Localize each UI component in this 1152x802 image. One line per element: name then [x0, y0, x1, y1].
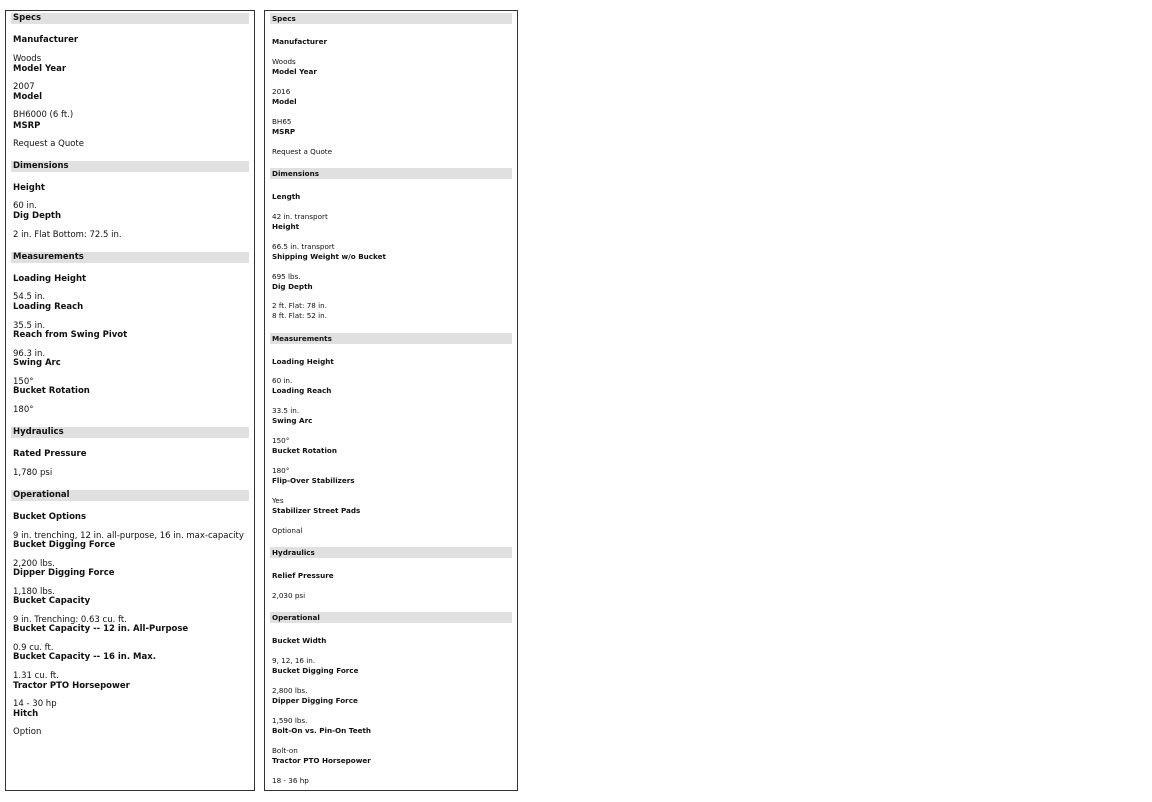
- spec-label-loading-reach: Loading Reach: [272, 386, 332, 395]
- spec-value-loading-reach: 35.5 in.: [13, 321, 46, 331]
- spec-label-hitch: Hitch: [13, 709, 39, 719]
- section-header-operational: Operational: [270, 612, 512, 623]
- spec-value-bucket-width: 9, 12, 16 in.: [272, 656, 316, 665]
- spec-value-dig-depth-2ft: 2 ft. Flat: 78 in.: [272, 301, 327, 310]
- section-header-operational: Operational: [11, 490, 249, 501]
- spec-value-street-pads: Optional: [272, 526, 303, 535]
- section-header-measurements: Measurements: [270, 333, 512, 344]
- spec-value-bucket-capacity-12: 0.9 cu. ft.: [13, 643, 54, 653]
- spec-label-bucket-options: Bucket Options: [13, 512, 87, 522]
- spec-label-street-pads: Stabilizer Street Pads: [272, 506, 361, 515]
- spec-value-relief-pressure: 2,030 psi: [272, 591, 306, 600]
- spec-value-bucket-rotation: 180°: [13, 405, 34, 415]
- spec-value-bucket-digging-force: 2,800 lbs.: [272, 686, 308, 695]
- spec-label-height: Height: [272, 222, 300, 231]
- spec-value-shipping-weight: 695 lbs.: [272, 272, 301, 281]
- spec-value-bucket-digging-force: 2,200 lbs.: [13, 559, 55, 569]
- spec-value-msrp: Request a Quote: [13, 139, 84, 149]
- spec-label-bucket-digging-force: Bucket Digging Force: [272, 666, 359, 675]
- spec-value-height: 60 in.: [13, 201, 37, 211]
- spec-label-dipper-digging-force: Dipper Digging Force: [272, 696, 358, 705]
- spec-value-teeth: Bolt-on: [272, 746, 298, 755]
- spec-value-bucket-options: 9 in. trenching, 12 in. all-purpose, 16 in. max-capacity: [13, 531, 244, 541]
- spec-value-manufacturer: Woods: [13, 54, 42, 64]
- spec-label-height: Height: [13, 183, 45, 193]
- spec-label-msrp: MSRP: [13, 121, 41, 131]
- spec-label-bucket-capacity: Bucket Capacity: [13, 596, 91, 606]
- spec-label-dig-depth: Dig Depth: [13, 211, 62, 221]
- spec-table-bh6000: [5, 10, 255, 791]
- section-header-dimensions: Dimensions: [11, 161, 249, 172]
- spec-label-dipper-digging-force: Dipper Digging Force: [13, 568, 115, 578]
- spec-value-bucket-rotation: 180°: [272, 466, 290, 475]
- section-header-specs: Specs: [11, 13, 249, 24]
- spec-value-loading-height: 60 in.: [272, 376, 293, 385]
- spec-value-dipper-digging-force: 1,180 lbs.: [13, 587, 55, 597]
- spec-label-length: Length: [272, 192, 301, 201]
- section-header-measurements: Measurements: [11, 252, 249, 263]
- spec-label-loading-height: Loading Height: [13, 274, 87, 284]
- spec-value-model: BH6000 (6 ft.): [13, 110, 74, 120]
- spec-value-length: 42 in. transport: [272, 212, 328, 221]
- spec-label-swing-arc: Swing Arc: [13, 358, 61, 368]
- spec-value-dig-depth-8ft: 8 ft. Flat: 52 in.: [272, 311, 327, 320]
- spec-value-bucket-capacity-16: 1.31 cu. ft.: [13, 671, 59, 681]
- spec-value-rated-pressure: 1,780 psi: [13, 468, 53, 478]
- spec-value-flip-over-stabilizers: Yes: [272, 496, 284, 505]
- spec-label-bucket-width: Bucket Width: [272, 636, 327, 645]
- spec-label-bucket-capacity-16: Bucket Capacity -- 16 in. Max.: [13, 652, 156, 662]
- spec-label-bucket-digging-force: Bucket Digging Force: [13, 540, 116, 550]
- spec-label-shipping-weight: Shipping Weight w/o Bucket: [272, 252, 386, 261]
- spec-table-bh65: [264, 10, 518, 791]
- spec-value-tractor-pto: 18 - 36 hp: [272, 776, 309, 785]
- spec-label-msrp: MSRP: [272, 127, 296, 136]
- spec-label-manufacturer: Manufacturer: [272, 37, 327, 46]
- spec-value-loading-reach: 33.5 in.: [272, 406, 300, 415]
- spec-value-msrp: Request a Quote: [272, 147, 333, 156]
- spec-value-bucket-capacity: 9 in. Trenching: 0.63 cu. ft.: [13, 615, 127, 625]
- spec-label-manufacturer: Manufacturer: [13, 35, 79, 45]
- spec-value-model: BH65: [272, 117, 292, 126]
- spec-value-tractor-pto: 14 - 30 hp: [13, 699, 57, 709]
- spec-label-tractor-pto: Tractor PTO Horsepower: [13, 681, 130, 691]
- spec-label-teeth: Bolt-On vs. Pin-On Teeth: [272, 726, 372, 735]
- spec-label-loading-reach: Loading Reach: [13, 302, 84, 312]
- spec-label-tractor-pto: Tractor PTO Horsepower: [272, 756, 371, 765]
- spec-value-dig-depth: 2 in. Flat Bottom: 72.5 in.: [13, 230, 122, 240]
- spec-label-bucket-rotation: Bucket Rotation: [13, 386, 90, 396]
- spec-label-relief-pressure: Relief Pressure: [272, 571, 334, 580]
- spec-value-hitch: Option: [13, 727, 42, 737]
- spec-label-reach-swing-pivot: Reach from Swing Pivot: [13, 330, 128, 340]
- spec-label-model: Model: [13, 92, 43, 102]
- spec-label-model-year: Model Year: [13, 64, 67, 74]
- spec-value-swing-arc: 150°: [272, 436, 290, 445]
- spec-label-model: Model: [272, 97, 297, 106]
- spec-label-bucket-capacity-12: Bucket Capacity -- 12 in. All-Purpose: [13, 624, 189, 634]
- spec-value-height: 66.5 in. transport: [272, 242, 335, 251]
- spec-value-swing-arc: 150°: [13, 377, 34, 387]
- spec-value-reach-swing-pivot: 96.3 in.: [13, 349, 46, 359]
- spec-label-dig-depth: Dig Depth: [272, 282, 313, 291]
- spec-label-bucket-rotation: Bucket Rotation: [272, 446, 337, 455]
- spec-value-loading-height: 54.5 in.: [13, 292, 46, 302]
- spec-value-model-year: 2016: [272, 87, 291, 96]
- section-header-specs: Specs: [270, 13, 512, 24]
- spec-label-flip-over-stabilizers: Flip-Over Stabilizers: [272, 476, 355, 485]
- spec-value-model-year: 2007: [13, 82, 35, 92]
- section-header-dimensions: Dimensions: [270, 168, 512, 179]
- spec-label-rated-pressure: Rated Pressure: [13, 449, 87, 459]
- spec-label-swing-arc: Swing Arc: [272, 416, 313, 425]
- section-header-hydraulics: Hydraulics: [270, 547, 512, 558]
- spec-value-dipper-digging-force: 1,590 lbs.: [272, 716, 308, 725]
- spec-label-model-year: Model Year: [272, 67, 317, 76]
- section-header-hydraulics: Hydraulics: [11, 427, 249, 438]
- spec-value-manufacturer: Woods: [272, 57, 296, 66]
- spec-label-loading-height: Loading Height: [272, 357, 334, 366]
